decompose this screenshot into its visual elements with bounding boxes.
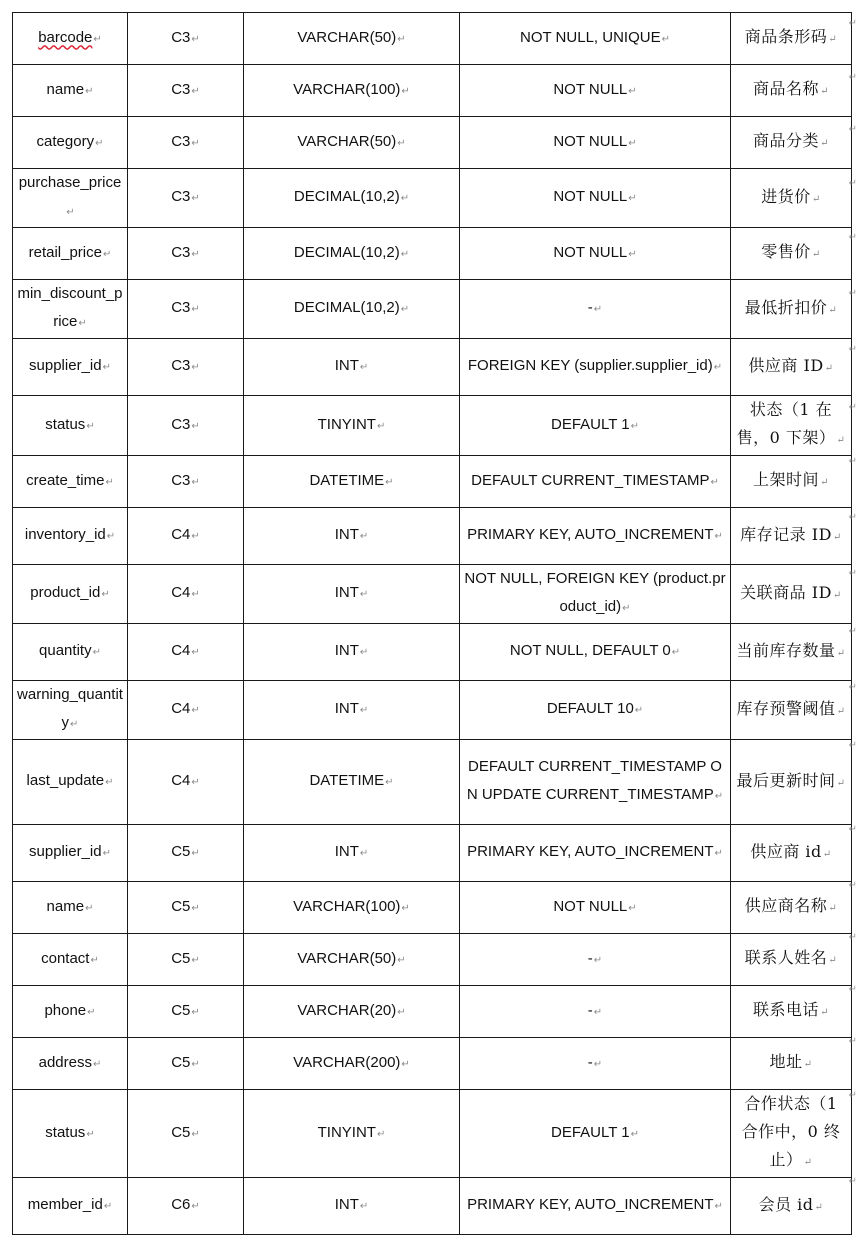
field-name-text: barcode — [38, 28, 93, 46]
table-code-text: C5 — [171, 897, 191, 915]
constraint-text: DEFAULT 1 — [550, 1123, 630, 1141]
description-cell: 关联商品 ID↵ — [731, 565, 852, 624]
field-name-cell: retail_price↵ — [13, 228, 128, 280]
field-name-text: last_update — [26, 772, 105, 789]
data-type-cell: INT↵ — [244, 681, 460, 740]
table-row — [13, 169, 852, 228]
description-text: 供应商 ID — [748, 355, 824, 375]
schema-table-body — [13, 13, 852, 1235]
constraint-cell: DEFAULT 1↵ — [460, 396, 731, 456]
table-code-text: C3 — [171, 80, 191, 98]
constraint-text: FOREIGN KEY (supplier.supplier_id) — [467, 357, 713, 374]
data-type-cell: TINYINT↵ — [244, 1090, 460, 1178]
row-end-mark: ↵ — [848, 880, 857, 891]
description-text: 会员 id — [758, 1194, 814, 1214]
data-type-text: INT — [334, 526, 359, 543]
constraint-cell: DEFAULT CURRENT_TIMESTAMP↵ — [460, 456, 731, 508]
table-code-text: C4 — [171, 584, 191, 601]
constraint-text: NOT NULL, DEFAULT 0 — [509, 642, 671, 659]
row-end-mark: ↵ — [848, 740, 857, 751]
data-type-text: INT — [334, 1196, 359, 1213]
row-end-mark: ↵ — [848, 1036, 857, 1047]
field-name-text: name — [46, 80, 85, 98]
description-text: 状态（1 在售，0 下架） — [736, 400, 836, 447]
table-code-text: C3 — [171, 132, 191, 150]
row-end-mark: ↵ — [848, 1090, 857, 1101]
description-text: 上架时间 — [753, 470, 820, 489]
table-code-cell: C3↵ — [128, 280, 244, 339]
table-row — [13, 339, 852, 396]
description-cell: 商品名称↵ — [731, 65, 852, 117]
description-text: 商品名称 — [753, 79, 820, 98]
row-end-mark: ↵ — [848, 512, 857, 523]
description-cell: 联系电话↵ — [731, 986, 852, 1038]
data-type-cell: INT↵ — [244, 565, 460, 624]
field-name-text: product_id — [30, 584, 101, 601]
data-type-text: INT — [334, 357, 359, 374]
table-code-text: C4 — [171, 700, 191, 717]
table-code-cell: C3↵ — [128, 169, 244, 228]
row-end-mark: ↵ — [848, 824, 857, 835]
table-row — [13, 740, 852, 825]
table-row — [13, 13, 852, 65]
table-code-cell: C3↵ — [128, 13, 244, 65]
constraint-text: NOT NULL, FOREIGN KEY (product.product_id) — [464, 570, 726, 615]
constraint-text: NOT NULL, UNIQUE — [520, 28, 661, 46]
data-type-text: DATETIME — [309, 772, 385, 789]
description-text: 联系电话 — [753, 1000, 820, 1019]
table-code-cell: C5↵ — [128, 825, 244, 882]
constraint-cell: NOT NULL↵ — [460, 65, 731, 117]
description-text: 关联商品 ID — [740, 582, 832, 602]
field-name-cell: address↵ — [13, 1038, 128, 1090]
constraint-text: - — [587, 1053, 593, 1071]
constraint-text: DEFAULT CURRENT_TIMESTAMP ON UPDATE CURRENT_TIMESTAMP — [466, 758, 722, 803]
table-code-cell: C5↵ — [128, 882, 244, 934]
data-type-cell: DATETIME↵ — [244, 740, 460, 825]
table-row — [13, 986, 852, 1038]
constraint-text: NOT NULL — [553, 132, 628, 150]
table-code-cell: C4↵ — [128, 624, 244, 681]
table-row — [13, 508, 852, 565]
field-name-cell: product_id↵ — [13, 565, 128, 624]
description-cell: 合作状态（1 合作中，0 终止）↵ — [731, 1090, 852, 1178]
constraint-text: - — [587, 299, 593, 316]
description-cell: 库存记录 ID↵ — [731, 508, 852, 565]
row-end-mark: ↵ — [848, 456, 857, 467]
description-text: 地址 — [769, 1052, 803, 1071]
field-name-cell: barcode↵ — [13, 13, 128, 65]
constraint-cell: -↵ — [460, 986, 731, 1038]
data-type-cell: VARCHAR(200)↵ — [244, 1038, 460, 1090]
constraint-text: PRIMARY KEY, AUTO_INCREMENT — [467, 526, 714, 543]
data-type-text: VARCHAR(50) — [297, 28, 397, 46]
table-row — [13, 934, 852, 986]
constraint-cell: PRIMARY KEY, AUTO_INCREMENT↵ — [460, 1178, 731, 1235]
table-code-text: C3 — [171, 415, 191, 433]
table-code-cell: C3↵ — [128, 117, 244, 169]
data-type-text: TINYINT — [317, 415, 376, 433]
description-text: 进货价 — [761, 186, 811, 206]
data-type-cell: VARCHAR(50)↵ — [244, 117, 460, 169]
data-type-text: INT — [334, 584, 359, 601]
table-code-cell: C3↵ — [128, 456, 244, 508]
field-name-text: supplier_id — [29, 357, 102, 374]
table-code-text: C3 — [171, 357, 191, 374]
data-type-cell: DECIMAL(10,2)↵ — [244, 280, 460, 339]
table-code-cell: C3↵ — [128, 228, 244, 280]
description-text: 最低折扣价 — [744, 297, 828, 317]
description-cell: 最低折扣价↵ — [731, 280, 852, 339]
table-code-cell: C3↵ — [128, 396, 244, 456]
description-text: 合作状态（1 合作中，0 终止） — [741, 1094, 841, 1169]
row-end-mark: ↵ — [848, 18, 857, 29]
row-end-mark: ↵ — [848, 568, 857, 579]
field-name-text: address — [38, 1053, 92, 1071]
constraint-text: DEFAULT 10 — [546, 700, 634, 717]
table-row — [13, 396, 852, 456]
table-code-cell: C6↵ — [128, 1178, 244, 1235]
table-code-cell: C3↵ — [128, 339, 244, 396]
field-name-cell: name↵ — [13, 882, 128, 934]
description-cell: 商品条形码↵ — [731, 13, 852, 65]
table-row — [13, 882, 852, 934]
row-end-mark: ↵ — [848, 402, 857, 413]
table-code-text: C5 — [171, 843, 191, 860]
constraint-cell: PRIMARY KEY, AUTO_INCREMENT↵ — [460, 508, 731, 565]
description-text: 库存预警阈值 — [736, 698, 836, 718]
field-name-cell: create_time↵ — [13, 456, 128, 508]
constraint-cell: DEFAULT 10↵ — [460, 681, 731, 740]
description-text: 商品条形码 — [744, 27, 828, 46]
table-row — [13, 280, 852, 339]
table-code-cell: C5↵ — [128, 986, 244, 1038]
description-cell: 上架时间↵ — [731, 456, 852, 508]
data-type-text: INT — [334, 642, 359, 659]
field-name-text: phone — [44, 1001, 87, 1019]
description-cell: 零售价↵ — [731, 228, 852, 280]
constraint-text: NOT NULL — [553, 188, 628, 205]
field-name-text: quantity — [39, 642, 92, 659]
data-type-cell: VARCHAR(50)↵ — [244, 13, 460, 65]
description-cell: 供应商名称↵ — [731, 882, 852, 934]
description-text: 供应商名称 — [744, 896, 828, 915]
row-end-mark: ↵ — [848, 178, 857, 189]
table-row — [13, 228, 852, 280]
table-row — [13, 1090, 852, 1178]
field-name-text: status — [45, 1123, 86, 1141]
table-code-cell: C4↵ — [128, 508, 244, 565]
description-cell: 库存预警阈值↵ — [731, 681, 852, 740]
description-cell: 供应商 ID↵ — [731, 339, 852, 396]
data-type-cell: INT↵ — [244, 1178, 460, 1235]
constraint-text: DEFAULT CURRENT_TIMESTAMP — [471, 471, 710, 489]
table-code-cell: C4↵ — [128, 565, 244, 624]
data-type-cell: VARCHAR(100)↵ — [244, 65, 460, 117]
constraint-text: NOT NULL — [553, 80, 628, 98]
field-name-cell: status↵ — [13, 396, 128, 456]
description-text: 供应商 id — [750, 841, 822, 861]
field-name-cell: inventory_id↵ — [13, 508, 128, 565]
row-end-mark: ↵ — [848, 626, 857, 637]
table-code-text: C4 — [171, 526, 191, 543]
field-name-cell: phone↵ — [13, 986, 128, 1038]
data-type-text: DECIMAL(10,2) — [293, 299, 400, 316]
data-type-text: DATETIME — [309, 471, 385, 489]
field-name-cell: name↵ — [13, 65, 128, 117]
description-cell: 当前库存数量↵ — [731, 624, 852, 681]
field-name-cell: warning_quantity↵ — [13, 681, 128, 740]
data-type-cell: VARCHAR(20)↵ — [244, 986, 460, 1038]
description-cell: 最后更新时间↵ — [731, 740, 852, 825]
row-end-mark: ↵ — [848, 72, 857, 83]
data-type-cell: VARCHAR(50)↵ — [244, 934, 460, 986]
table-row — [13, 681, 852, 740]
table-code-text: C3 — [171, 28, 191, 46]
constraint-text: PRIMARY KEY, AUTO_INCREMENT — [467, 1196, 714, 1213]
data-type-cell: VARCHAR(100)↵ — [244, 882, 460, 934]
description-cell: 商品分类↵ — [731, 117, 852, 169]
constraint-cell: -↵ — [460, 934, 731, 986]
table-row — [13, 565, 852, 624]
description-cell: 状态（1 在售，0 下架）↵ — [731, 396, 852, 456]
field-name-cell: quantity↵ — [13, 624, 128, 681]
row-end-mark: ↵ — [848, 984, 857, 995]
field-name-text: inventory_id — [24, 526, 106, 543]
table-code-text: C5 — [171, 949, 191, 967]
field-name-cell: supplier_id↵ — [13, 825, 128, 882]
row-end-mark: ↵ — [848, 932, 857, 943]
description-text: 零售价 — [761, 242, 811, 261]
description-cell: 地址↵ — [731, 1038, 852, 1090]
data-type-text: TINYINT — [317, 1123, 376, 1141]
data-type-text: VARCHAR(50) — [297, 949, 397, 967]
table-code-text: C4 — [171, 772, 191, 789]
constraint-cell: -↵ — [460, 280, 731, 339]
field-name-cell: category↵ — [13, 117, 128, 169]
data-type-cell: DECIMAL(10,2)↵ — [244, 228, 460, 280]
constraint-cell: NOT NULL↵ — [460, 228, 731, 280]
table-code-text: C4 — [171, 642, 191, 659]
description-cell: 联系人姓名↵ — [731, 934, 852, 986]
description-cell: 进货价↵ — [731, 169, 852, 228]
field-name-text: member_id — [27, 1196, 103, 1213]
table-code-cell: C3↵ — [128, 65, 244, 117]
table-code-text: C3 — [171, 188, 191, 205]
data-type-cell: INT↵ — [244, 339, 460, 396]
field-name-text: status — [45, 415, 86, 433]
field-name-text: warning_quantity — [17, 686, 123, 731]
table-row — [13, 624, 852, 681]
field-name-text: category — [36, 132, 95, 150]
constraint-cell: FOREIGN KEY (supplier.supplier_id)↵ — [460, 339, 731, 396]
schema-table — [12, 12, 852, 1235]
table-code-cell: C5↵ — [128, 934, 244, 986]
constraint-cell: -↵ — [460, 1038, 731, 1090]
constraint-cell: NOT NULL↵ — [460, 169, 731, 228]
constraint-text: NOT NULL — [553, 897, 628, 915]
table-row — [13, 456, 852, 508]
constraint-text: NOT NULL — [553, 243, 628, 261]
data-type-cell: TINYINT↵ — [244, 396, 460, 456]
data-type-text: DECIMAL(10,2) — [293, 188, 400, 205]
description-text: 商品分类 — [753, 131, 820, 150]
constraint-cell: NOT NULL↵ — [460, 117, 731, 169]
row-end-mark: ↵ — [848, 1176, 857, 1187]
data-type-cell: INT↵ — [244, 508, 460, 565]
constraint-text: - — [587, 1001, 593, 1019]
data-type-text: VARCHAR(20) — [297, 1001, 397, 1019]
table-code-text: C3 — [171, 243, 191, 261]
field-name-text: retail_price — [28, 243, 102, 261]
data-type-text: VARCHAR(50) — [297, 132, 397, 150]
field-name-cell: supplier_id↵ — [13, 339, 128, 396]
field-name-cell: contact↵ — [13, 934, 128, 986]
field-name-text: purchase_price — [18, 174, 122, 191]
table-code-cell: C5↵ — [128, 1090, 244, 1178]
field-name-text: create_time — [26, 471, 105, 489]
table-row — [13, 825, 852, 882]
constraint-text: - — [587, 949, 593, 967]
table-code-text: C5 — [171, 1001, 191, 1019]
field-name-text: name — [46, 897, 85, 915]
data-type-cell: DATETIME↵ — [244, 456, 460, 508]
constraint-cell: PRIMARY KEY, AUTO_INCREMENT↵ — [460, 825, 731, 882]
row-end-mark: ↵ — [848, 288, 857, 299]
table-row — [13, 65, 852, 117]
constraint-cell: NOT NULL↵ — [460, 882, 731, 934]
field-name-text: min_discount_price — [17, 285, 123, 330]
description-text: 最后更新时间 — [736, 770, 836, 790]
table-code-cell: C5↵ — [128, 1038, 244, 1090]
constraint-cell: NOT NULL, DEFAULT 0↵ — [460, 624, 731, 681]
data-type-text: INT — [334, 700, 359, 717]
data-type-text: VARCHAR(100) — [293, 80, 401, 98]
data-type-cell: INT↵ — [244, 825, 460, 882]
description-text: 库存记录 ID — [740, 524, 832, 544]
field-name-cell: last_update↵ — [13, 740, 128, 825]
table-code-text: C5 — [171, 1123, 191, 1141]
constraint-text: DEFAULT 1 — [550, 415, 630, 433]
table-row — [13, 117, 852, 169]
table-code-text: C6 — [171, 1196, 191, 1213]
constraint-text: PRIMARY KEY, AUTO_INCREMENT — [467, 843, 714, 860]
constraint-cell: DEFAULT 1↵ — [460, 1090, 731, 1178]
constraint-cell: NOT NULL, UNIQUE↵ — [460, 13, 731, 65]
table-code-text: C5 — [171, 1053, 191, 1071]
constraint-cell: NOT NULL, FOREIGN KEY (product.product_id)↵ — [460, 565, 731, 624]
description-text: 当前库存数量 — [736, 640, 836, 660]
table-code-cell: C4↵ — [128, 681, 244, 740]
data-type-text: VARCHAR(200) — [293, 1053, 401, 1071]
field-name-cell: member_id↵ — [13, 1178, 128, 1235]
description-text: 联系人姓名 — [744, 948, 828, 967]
row-end-mark: ↵ — [848, 344, 857, 355]
field-name-text: supplier_id — [29, 843, 102, 860]
field-name-cell: purchase_price↵ — [13, 169, 128, 228]
row-end-mark: ↵ — [848, 124, 857, 135]
field-name-cell: min_discount_price↵ — [13, 280, 128, 339]
table-code-cell: C4↵ — [128, 740, 244, 825]
field-name-text: contact — [41, 949, 90, 967]
constraint-cell: DEFAULT CURRENT_TIMESTAMP ON UPDATE CURRENT_TIMESTAMP↵ — [460, 740, 731, 825]
data-type-text: DECIMAL(10,2) — [293, 243, 400, 261]
row-end-mark: ↵ — [848, 682, 857, 693]
data-type-cell: DECIMAL(10,2)↵ — [244, 169, 460, 228]
data-type-text: INT — [334, 843, 359, 860]
data-type-text: VARCHAR(100) — [293, 897, 401, 915]
description-cell: 供应商 id↵ — [731, 825, 852, 882]
description-cell: 会员 id↵ — [731, 1178, 852, 1235]
data-type-cell: INT↵ — [244, 624, 460, 681]
table-code-text: C3 — [171, 471, 191, 489]
table-code-text: C3 — [171, 299, 191, 316]
row-end-mark: ↵ — [848, 232, 857, 243]
table-row — [13, 1038, 852, 1090]
field-name-cell: status↵ — [13, 1090, 128, 1178]
